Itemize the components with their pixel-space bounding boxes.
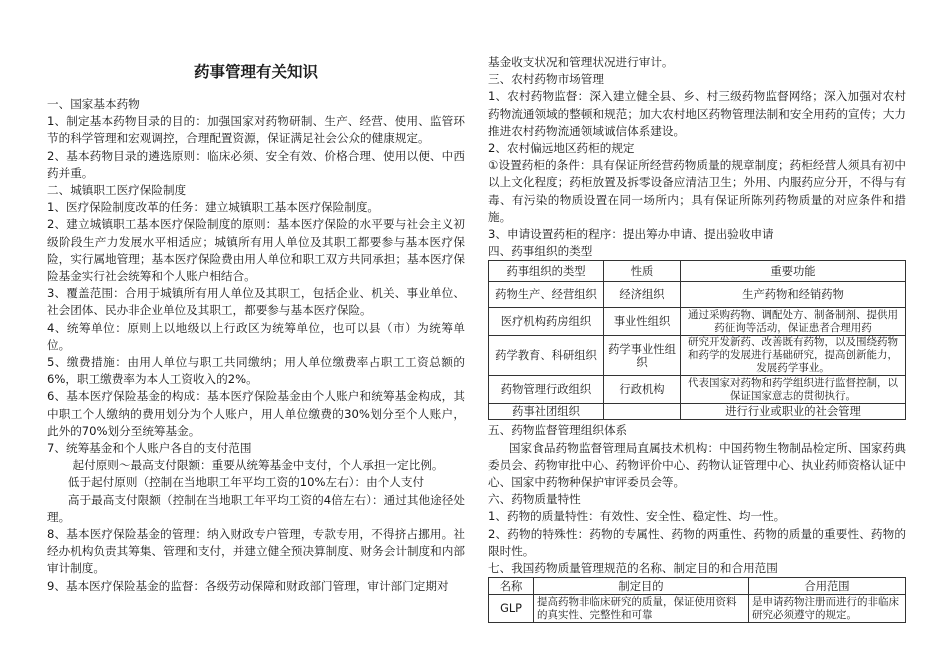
- std-cell: 提高药物非临床研究的质量，保证使用资料的真实性、完整性和可靠: [534, 595, 749, 623]
- org-cell: 行政机构: [604, 376, 681, 404]
- org-cell: 进行行业或职业的社会管理: [681, 404, 906, 420]
- table-row: [489, 595, 906, 623]
- org-cell: 医疗机构药房组织: [489, 308, 604, 336]
- right-paragraphs-bottom: [488, 422, 906, 577]
- left-column: [47, 0, 465, 595]
- paragraph: 4、统筹单位：原则上以地级以上行政区为统筹单位，也可以县（市）为统筹单位。: [47, 320, 465, 352]
- paragraph: 一、国家基本药物: [47, 97, 140, 111]
- paragraph: 2、基本药物目录的遴选原则：临床必须、安全有效、价格合理、使用以便、中西药并重。: [47, 148, 465, 180]
- org-cell: 通过采购药物、调配处方、制备制剂、提供用药征询等活动，保证患者合理用药: [681, 308, 906, 336]
- org-cell: 代表国家对药物和药学组织进行监督控制，以保证国家意志的贯彻执行。: [681, 376, 906, 404]
- std-cell: 是申请药物注册而进行的非临床研究必须遵守的规定。: [749, 595, 906, 623]
- org-cell: 事业性组织: [604, 308, 681, 336]
- org-cell: 生产药物和经销药物: [681, 282, 906, 308]
- paragraph: 高于最高支付限额（控制在当地职工年平均工资的4倍左右）：通过其他途径处理。: [47, 492, 465, 524]
- org-cell: 药学教育、科研组织: [489, 336, 604, 376]
- paragraph: 五、药物监督管理组织体系: [488, 423, 628, 438]
- org-cell: 药物生产、经营组织: [489, 282, 604, 308]
- paragraph: 2、建立城镇职工基本医疗保险制度的原则：基本医疗保险的水平要与社会主义初级阶段生产力发展水平相适应；城镇所有用人单位及其职工都要参与基本医疗保险，实行属地管理；基本医疗保险费由用人单位和职工双方共同承担；基本医疗保险基金实行社会统筹和个人账户相结合。: [47, 217, 465, 284]
- paragraph: 3、覆盖范围：合用于城镇所有用人单位及其职工，包括企业、机关、事业单位、社会团体、民办非企业单位及其职工，都要参与基本医疗保险。: [47, 286, 465, 318]
- paragraph: 二、城镇职工医疗保险制度: [47, 183, 187, 198]
- paragraph: 六、药物质量特性: [488, 492, 581, 507]
- paragraph: 国家食品药物监督管理局直属技术机构：中国药物生物制品检定所、国家药典委员会、药物审批中心、药物评价中心、药物认证管理中心、执业药师资格认证中心、国家中药物种保护审评委员会等。: [488, 440, 906, 490]
- paragraph: 1、医疗保险制度改革的任务：建立城镇职工基本医疗保险制度。: [47, 200, 380, 215]
- paragraph: 3、申请设置药柜的程序：提出筹办申请、提出验收申请: [488, 227, 774, 242]
- org-cell: [604, 404, 681, 420]
- paragraph: 6、基本医疗保险基金的构成：基本医疗保险基金由个人账户和统筹基金构成，其中职工个人缴纳的费用划分为个人账户，用人单位缴费的30%划分至个人账户，此外的70%划分至统筹基金。: [47, 389, 465, 438]
- table-row: [489, 336, 906, 376]
- paragraph: 5、缴费措施：由用人单位与职工共同缴纳；用人单位缴费率占职工工资总额的6%，职工缴费率为本人工资收入的2%。: [47, 355, 465, 387]
- std-header-scope: 合用范围: [749, 578, 906, 595]
- paragraph: 三、农村药物市场管理: [488, 72, 604, 87]
- org-table-header-row: [489, 261, 906, 282]
- std-cell: GLP: [489, 595, 534, 623]
- org-header-function: 重要功能: [681, 261, 906, 282]
- paragraph: 2、农村偏远地区药柜的规定: [488, 141, 635, 156]
- paragraph: 起付原则～最高支付限额：重要从统筹基金中支付，个人承担一定比例。: [72, 458, 444, 473]
- org-cell: 药事社团组织: [489, 404, 604, 420]
- paragraph: 基金收支状况和管理状况进行审计。: [488, 55, 674, 69]
- std-header-purpose: 制定目的: [534, 578, 749, 595]
- gmp-standards-table: [488, 577, 906, 623]
- paragraph: 七、我国药物质量管理规范的名称、制定目的和合用范围: [488, 561, 778, 576]
- paragraph: 1、制定基本药物目录的目的：加强国家对药物研制、生产、经营、使用、监管环节的科学管理和宏观调控，合理配置资源，保证满足社会公众的健康规定。: [47, 114, 465, 146]
- paragraph: 7、统筹基金和个人账户各自的支付范围: [47, 441, 252, 456]
- table-row: [489, 282, 906, 308]
- org-cell: 研究开发新药、改善既有药物，以及围绕药物和药学的发展进行基础研究，提高创新能力，发展药学事业。: [681, 336, 906, 376]
- org-type-table: [488, 260, 906, 420]
- document-title: 药事管理有关知识: [193, 63, 318, 81]
- paragraph: 四、药事组织的类型: [488, 244, 593, 259]
- paragraph: 2、药物的特殊性：药物的专属性、药物的两重性、药物的质量的重要性、药物的限时性。: [488, 526, 906, 558]
- right-paragraphs-top: [488, 54, 906, 260]
- std-table-header-row: [489, 578, 906, 595]
- paragraph: 1、农村药物监督：深入建立健全县、乡、村三级药物监督网络；深入加强对农村药物流通领域的整顿和规范；加大农村地区药物管理法制和安全用药的宣传；大力推进农村药物流通领域诚信体系建设。: [488, 89, 906, 138]
- right-column: [488, 0, 906, 623]
- paragraph: ①设置药柜的条件：具有保证所经营药物质量的规章制度；药柜经营人须具有初中以上文化程度；药柜放置及拆零设备应清洁卫生；外用、内服药应分开，不得与有毒、有污染的物质设置在同一场所内；具有保证所陈列药物质量的对应条件和措施。: [488, 158, 906, 224]
- left-paragraphs: [47, 96, 465, 595]
- paragraph: 8、基本医疗保险基金的管理：纳入财政专户管理，专款专用，不得挤占挪用。社经办机构负责其筹集、管理和支付，并建立健全预决算制度、财务会计制度和内部审计制度。: [47, 527, 465, 576]
- table-row: [489, 376, 906, 404]
- org-header-nature: 性质: [604, 261, 681, 282]
- table-row: [489, 404, 906, 420]
- std-header-name: 名称: [489, 578, 534, 595]
- org-header-type: 药事组织的类型: [489, 261, 604, 282]
- org-cell: 药物管理行政组织: [489, 376, 604, 404]
- org-cell: 药学事业性组织: [604, 336, 681, 376]
- paragraph: 1、药物的质量特性：有效性、安全性、稳定性、均一性。: [488, 509, 786, 524]
- table-row: [489, 308, 906, 336]
- paragraph: 9、基本医疗保险基金的监督：各级劳动保障和财政部门管理，审计部门定期对: [47, 578, 449, 593]
- paragraph: 低于起付原则（控制在当地职工年平均工资的10%左右）：由个人支付: [67, 475, 425, 490]
- org-cell: 经济组织: [604, 282, 681, 308]
